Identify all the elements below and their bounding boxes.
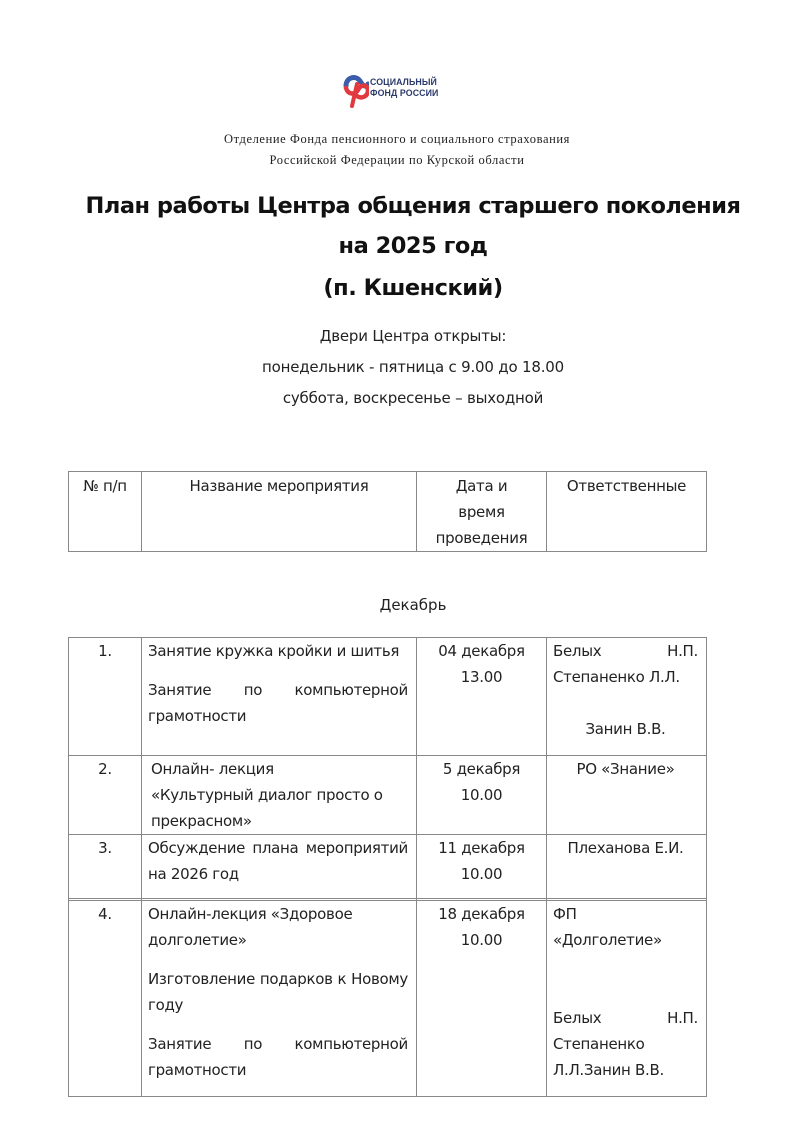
- row-events: [142, 835, 417, 899]
- event-line: «Культурный диалог просто о прекрасном»: [151, 786, 383, 830]
- header-date-line2: время: [458, 503, 505, 521]
- row-date: [417, 756, 547, 835]
- responsible-name: Плеханова Е.И.: [567, 839, 684, 857]
- schedule-line1: Двери Центра открыты:: [319, 327, 507, 345]
- header-number: № п/п: [69, 472, 142, 552]
- events-table: [68, 637, 707, 1097]
- table-row: [69, 901, 707, 1097]
- row-events: [142, 901, 417, 1097]
- row-events: [142, 756, 417, 835]
- responsible-name: Занин В.В.: [585, 720, 666, 738]
- responsible-name: Белых Н.П. Степаненко Л.Л.: [553, 642, 698, 686]
- schedule-line2: понедельник - пятница с 9.00 до 18.00: [262, 358, 564, 376]
- date-day: 04 декабря: [438, 642, 525, 660]
- row-responsible: [547, 835, 707, 899]
- row-responsible: [547, 638, 707, 756]
- row-number: 3.: [69, 835, 142, 899]
- date-day: 11 декабря: [438, 839, 525, 857]
- header-responsible: Ответственные: [547, 472, 707, 552]
- event-item: Онлайн-лекция «Здоровое долголетие»: [148, 905, 353, 949]
- sfr-logo-icon: [343, 68, 369, 108]
- logo: [343, 68, 483, 112]
- responsible-name: РО «Знание»: [576, 760, 675, 778]
- page-title-line3: (п. Кшенский): [323, 275, 503, 301]
- event-item: Занятие по компьютерной грамотности: [148, 681, 408, 725]
- org-line1: Отделение Фонда пенсионного и социального страхования: [223, 132, 571, 146]
- table-row: [69, 835, 707, 899]
- header-date-time: [417, 472, 547, 552]
- month-heading: Декабрь: [379, 596, 447, 614]
- logo-text: [370, 77, 438, 99]
- row-events: [142, 638, 417, 756]
- table-row: [69, 638, 707, 756]
- header-event-name: Название мероприятия: [142, 472, 417, 552]
- row-responsible: [547, 901, 707, 1097]
- date-time: 10.00: [460, 865, 503, 883]
- row-date: [417, 901, 547, 1097]
- row-number: 1.: [69, 638, 142, 756]
- date-time: 13.00: [460, 668, 503, 686]
- header-date-line3: проведения: [435, 529, 528, 547]
- event-line: Онлайн- лекция: [151, 760, 274, 778]
- table-row: [69, 756, 707, 835]
- schedule-line3: суббота, воскресенье – выходной: [282, 389, 544, 407]
- table-header-row: [69, 472, 707, 552]
- table-header: [68, 471, 707, 552]
- header-date-line1: Дата и: [455, 477, 508, 495]
- logo-line1: СОЦИАЛЬНЫЙ: [370, 77, 437, 87]
- date-time: 10.00: [460, 786, 503, 804]
- org-line2: Российской Федерации по Курской области: [269, 153, 525, 167]
- responsible-name: Белых Н.П. Степаненко Л.Л.Занин В.В.: [553, 1009, 698, 1079]
- date-day: 5 декабря: [442, 760, 521, 778]
- responsible-name: ФП «Долголетие»: [553, 905, 662, 949]
- event-item: Занятие по компьютерной грамотности: [148, 1035, 408, 1079]
- date-time: 10.00: [460, 931, 503, 949]
- date-day: 18 декабря: [438, 905, 525, 923]
- event-item: Обсуждение плана мероприятий на 2026 год: [148, 839, 408, 883]
- row-number: 4.: [69, 901, 142, 1097]
- row-number: 2.: [69, 756, 142, 835]
- page-title-line2: на 2025 год: [338, 233, 488, 259]
- logo-line2: ФОНД РОССИИ: [370, 88, 439, 98]
- row-date: [417, 835, 547, 899]
- row-responsible: [547, 756, 707, 835]
- event-item: Занятие кружка кройки и шитья: [148, 642, 400, 660]
- event-item: Изготовление подарков к Новому году: [148, 970, 408, 1014]
- row-date: [417, 638, 547, 756]
- page-title-line1: План работы Центра общения старшего поколения: [85, 193, 741, 219]
